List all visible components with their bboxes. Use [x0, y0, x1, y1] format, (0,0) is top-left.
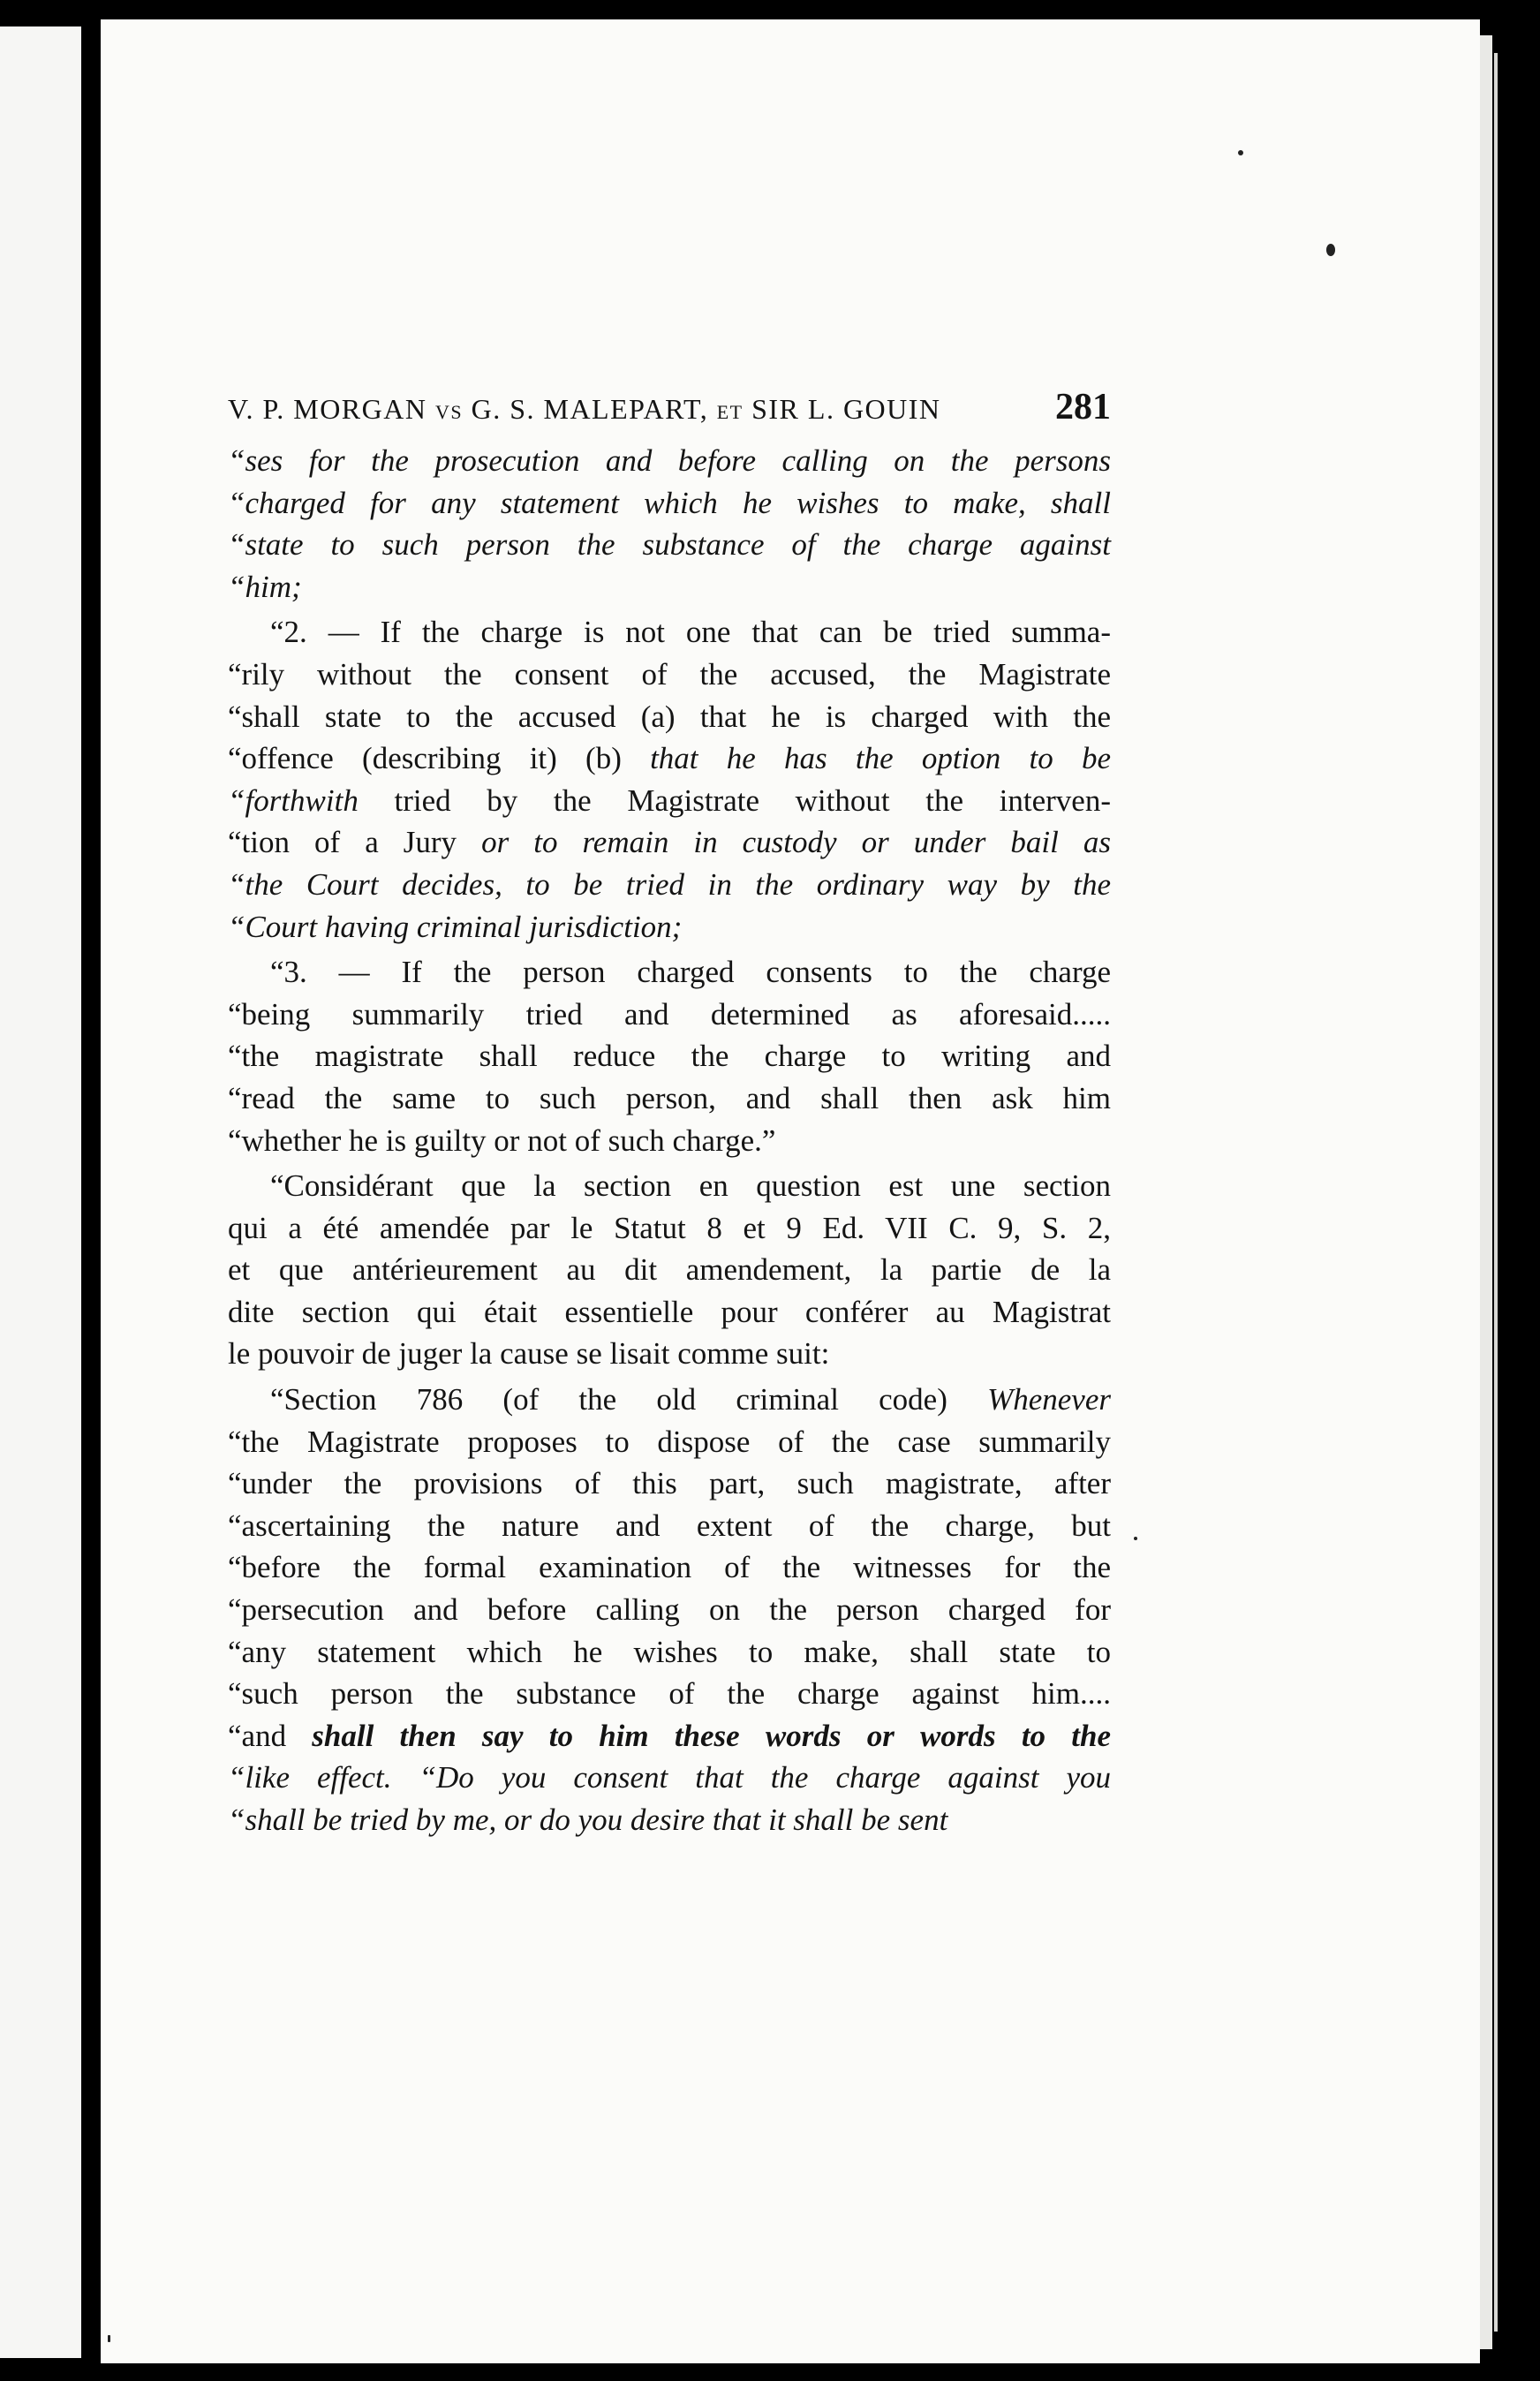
text-segment: “rily without the consent of the accused, the Magistrate — [228, 656, 1111, 692]
text-line — [228, 1589, 1111, 1631]
text-line — [228, 1291, 1111, 1334]
text-segment: “read the same to such person, and shall then ask him — [228, 1080, 1111, 1115]
text-segment: le pouvoir de juger la cause se lisait comme suit: — [228, 1336, 830, 1372]
paragraph — [228, 1165, 1111, 1375]
text-segment: “tion of a Jury — [228, 825, 482, 860]
text-line — [228, 1077, 1111, 1120]
text-segment: “shall be tried by me, or do you desire that it shall be sent — [228, 1803, 948, 1837]
text-segment: “whether he is guilty or not of such charge.” — [228, 1122, 776, 1158]
text-line — [228, 566, 1111, 608]
text-line — [228, 1799, 1111, 1841]
paragraph — [228, 951, 1111, 1161]
text-line — [228, 1673, 1111, 1715]
page-number: 281 — [1055, 387, 1111, 427]
text-segment: “ascertaining the nature and extent of the charge, but — [228, 1508, 1111, 1543]
text-line — [228, 611, 1111, 654]
text-segment: “such person the substance of the charge against him.... — [228, 1676, 1111, 1712]
text-line — [228, 440, 1111, 482]
text-line — [228, 994, 1111, 1036]
text-segment: “Court having criminal jurisdiction; — [228, 909, 683, 944]
text-segment: “offence (describing it) (b) — [228, 741, 651, 776]
page-fore-edge — [1480, 35, 1492, 2349]
text-line — [228, 821, 1111, 864]
text-segment: “like effect. “Do you consent that the charge against you — [228, 1760, 1111, 1795]
text-segment: “the Court decides, to be tried in the ordinary way by the — [228, 866, 1111, 902]
text-line — [228, 1631, 1111, 1674]
text-segment: tried by the Magistrate without the interven- — [358, 782, 1111, 818]
text-line — [228, 780, 1111, 822]
text-segment: “shall state to the accused (a) that he is charged with the — [228, 699, 1111, 734]
scan-speck — [1326, 244, 1335, 256]
text-line — [228, 906, 1111, 949]
body-text — [228, 440, 1111, 1841]
text-segment: “being summarily tried and determined as aforesaid..... — [228, 996, 1111, 1032]
facing-page-edge — [0, 26, 81, 2358]
text-line — [228, 1120, 1111, 1162]
paragraph — [228, 1379, 1111, 1841]
text-segment: “Section 786 (of the old criminal code) — [270, 1382, 988, 1417]
scan-speck — [1238, 150, 1243, 155]
text-line — [228, 1165, 1111, 1207]
text-line — [228, 1505, 1111, 1547]
text-segment: et que antérieurement au dit amendement, la partie de la — [228, 1252, 1111, 1288]
text-line — [228, 737, 1111, 780]
text-segment: qui a été amendée par le Statut 8 et 9 Ed. VII C. 9, S. 2, — [228, 1210, 1111, 1245]
text-segment: “Considérant que la section en question est une section — [270, 1168, 1111, 1204]
page-text — [228, 387, 1111, 1841]
text-line — [228, 1421, 1111, 1463]
text-segment: “the Magistrate proposes to dispose of the case summarily — [228, 1424, 1111, 1459]
text-line — [228, 1463, 1111, 1505]
text-segment: “the magistrate shall reduce the charge to writing and — [228, 1039, 1111, 1074]
text-line — [228, 1249, 1111, 1291]
text-line — [228, 524, 1111, 566]
running-header — [228, 387, 1111, 440]
text-segment: “ses for the prosecution and before calling on the persons — [228, 443, 1111, 478]
text-segment: shall then say to him these words or words to the — [312, 1718, 1111, 1753]
text-segment: or to remain in custody or under bail as — [481, 825, 1112, 860]
text-line — [228, 1035, 1111, 1077]
scan-speck — [1134, 1537, 1137, 1540]
page-fore-edge-line — [1494, 53, 1498, 2332]
text-line — [228, 1333, 1111, 1375]
text-line — [228, 696, 1111, 738]
text-line — [228, 951, 1111, 994]
text-line — [228, 1757, 1111, 1799]
text-line — [228, 1546, 1111, 1589]
text-segment: “persecution and before calling on the person charged for — [228, 1592, 1111, 1628]
text-segment: “him; — [228, 569, 302, 604]
text-segment: “and — [228, 1718, 313, 1753]
running-title: V. P. MORGAN vs G. S. MALEPART, et SIR L. GOUIN — [228, 393, 941, 425]
text-line — [228, 654, 1111, 696]
text-segment: Whenever — [987, 1382, 1111, 1417]
text-line — [228, 1379, 1111, 1421]
text-segment: “3. — If the person charged consents to the charge — [270, 955, 1111, 990]
text-segment: that he has the option to be — [650, 741, 1111, 776]
text-line — [228, 1207, 1111, 1250]
text-segment: “forthwith — [228, 782, 359, 818]
scan-speck — [108, 2335, 110, 2342]
text-segment: dite section qui était essentielle pour conférer au Magistrat — [228, 1294, 1111, 1329]
text-segment: “before the formal examination of the witnesses for the — [228, 1550, 1111, 1585]
text-segment: “any statement which he wishes to make, shall state to — [228, 1634, 1111, 1669]
text-line — [228, 864, 1111, 906]
paragraph — [228, 440, 1111, 608]
text-line — [228, 482, 1111, 525]
text-segment: “state to such person the substance of the charge against — [228, 527, 1111, 563]
paragraph — [228, 611, 1111, 948]
text-segment: “under the provisions of this part, such magistrate, after — [228, 1466, 1111, 1501]
text-line — [228, 1715, 1111, 1757]
text-segment: “charged for any statement which he wishes to make, shall — [228, 485, 1111, 520]
gutter-shadow — [81, 0, 101, 2381]
text-segment: “2. — If the charge is not one that can be tried summa- — [270, 615, 1111, 650]
